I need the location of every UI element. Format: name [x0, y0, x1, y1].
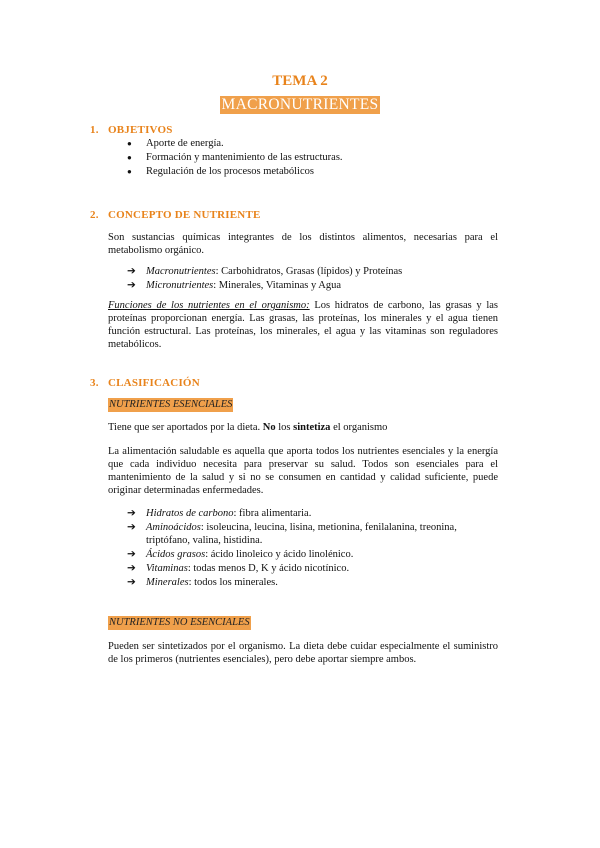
section-1-heading — [90, 124, 173, 136]
arrow-icon: ➔ — [127, 549, 136, 560]
item-label: Hidratos de carbono — [146, 508, 234, 519]
item-text: : Minerales, Vitaminas y Agua — [213, 280, 342, 291]
section-3-heading — [90, 377, 200, 389]
objective-text: Regulación de los procesos metabólicos — [146, 166, 314, 177]
item-text: : ácido linoleico y ácido linolénico. — [205, 549, 354, 560]
essential-definition — [108, 421, 498, 434]
functions-text: Los hidratos de carbono, las grasas y las proteínas proporcionan energía. Las grasas, las proteínas, los minerales y el agua tienen función estructural. Las proteínas, los minerales, el agua y las vitaminas son reguladores metabólicos. — [108, 300, 499, 350]
bullet-icon: ● — [127, 167, 132, 176]
arrow-icon: ➔ — [127, 577, 136, 588]
section-1-number: 1. — [90, 124, 99, 136]
essential-nutrients-label: NUTRIENTES ESENCIALES — [109, 399, 233, 410]
page-subtitle: MACRONUTRIENTES — [221, 96, 379, 113]
item-text: : Carbohidratos, Grasas (lípidos) y Proteínas — [215, 266, 403, 277]
section-3-title: CLASIFICACIÓN — [108, 377, 200, 389]
item-label: Aminoácidos — [146, 522, 201, 533]
item-text: : todos los minerales. — [188, 577, 278, 588]
arrow-icon: ➔ — [127, 508, 136, 519]
essential-text-a: Tiene que ser aportados por la dieta. — [108, 422, 263, 433]
section-1-title: OBJETIVOS — [108, 124, 173, 136]
essential-text-synthesizes: sintetiza — [293, 422, 331, 433]
essential-text-c: los — [275, 422, 294, 433]
item-text: : isoleucina, leucina, lisina, metionina, fenilalanina, treonina, triptófano, valina, histidina. — [146, 522, 457, 546]
non-essential-definition: Pueden ser sintetizados por el organismo. La dieta debe cuidar especialmente el suministro de los primeros (nutrientes esenciales), pero debe aportar siempre ambos. — [108, 641, 498, 665]
item-label: Micronutrientes — [146, 280, 214, 291]
arrow-icon: ➔ — [127, 563, 136, 574]
arrow-icon: ➔ — [127, 522, 136, 533]
non-essential-nutrients-label: NUTRIENTES NO ESENCIALES — [109, 617, 250, 628]
arrow-icon: ➔ — [127, 266, 136, 277]
item-text: : fibra alimentaria. — [233, 508, 312, 519]
item-label: Ácidos grasos — [146, 549, 206, 560]
bullet-icon: ● — [127, 139, 132, 148]
item-label: Vitaminas — [146, 563, 188, 574]
item-label: Macronutrientes — [146, 266, 216, 277]
page-title: TEMA 2 — [272, 73, 328, 89]
item-label: Minerales — [146, 577, 189, 588]
section-2-title: CONCEPTO DE NUTRIENTE — [108, 209, 261, 221]
nutrient-definition: Son sustancias químicas integrantes de los distintos alimentos, necesarias para el metabolismo orgánico. — [108, 232, 498, 256]
section-2-heading — [90, 209, 261, 221]
functions-paragraph — [108, 299, 498, 351]
subtitle-wrap — [0, 96, 600, 114]
bullet-icon: ● — [127, 153, 132, 162]
objective-text: Aporte de energía. — [146, 138, 224, 149]
objective-text: Formación y mantenimiento de las estructuras. — [146, 152, 343, 163]
healthy-diet-paragraph: La alimentación saludable es aquella que aporta todos los nutrientes esenciales y la energía que cada individuo necesita para preservar su salud. Todos son esenciales para el mantenimiento de la salud y si no se consumen en cantidad y calidad suficiente, puede originar determinadas enfermedades. — [108, 446, 498, 496]
essential-text-no: No — [262, 422, 276, 433]
functions-label: Funciones de los nutrientes en el organismo: — [108, 300, 310, 311]
item-text: : todas menos D, K y ácido nicotínico. — [187, 563, 350, 574]
essential-text-e: el organismo — [330, 422, 388, 433]
arrow-icon: ➔ — [127, 280, 136, 291]
section-3-number: 3. — [90, 377, 99, 389]
section-2-number: 2. — [90, 209, 99, 221]
